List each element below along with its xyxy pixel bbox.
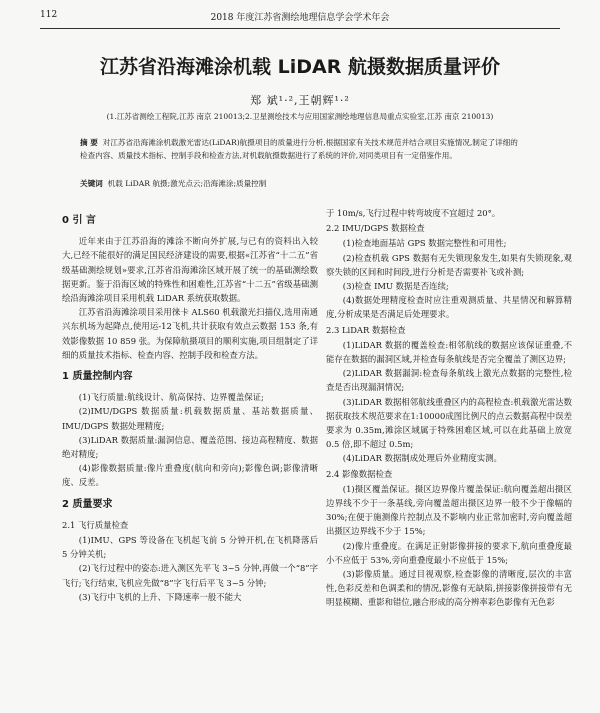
- paragraph: (1)摄区覆盖保证。摄区边界像片覆盖保证:航向覆盖超出摄区边界线不少于一条基线,旁向覆盖超出摄区边界一般不少于像幅的 30%;在便于施测像片控制点及不影响内业正常加密时,旁向覆盖超出摄区边界线不少于 15%;: [326, 483, 572, 537]
- paragraph: (4)数据处理精度检查时应注重观测质量、共星情况和解算精度,分析成果是否满足后处理要求。: [326, 295, 572, 320]
- abstract: [80, 136, 520, 162]
- paragraph: (3)LiDAR 数据质量:漏洞信息、覆盖范围、接边高程精度、数据绝对精度;: [62, 434, 318, 460]
- paragraph: 近年来由于江苏沿海的滩涂不断向外扩展,与已有的资料出入较大,已经不能很好的满足国民经济建设的需要,根据«江苏省“十二五”省级基础测绘规划»要求,江苏省沿海滩涂区域开展了统一的基础测绘数据更新。鉴于沿海区域的特殊性和困难性,江苏省“十二五”省级基础测绘沿海滩涂项目采用机载 LiDAR 系统获取数据。: [62, 236, 318, 304]
- page-number: 112: [40, 10, 58, 20]
- paragraph: (1)LiDAR 数据的覆盖检查:相邻航线的数据应该保证重叠,不能存在数据的漏洞区域,并检查每条航线是否完全覆盖了测区边界;: [326, 339, 572, 365]
- paragraph: 于 10m/s,飞行过程中转弯坡度不宜超过 20°。: [326, 208, 501, 218]
- header-rule: [40, 28, 560, 29]
- paragraph: (2)LiDAR 数据漏洞:检查每条航线上激光点数据的完整性,检查是否出现漏洞情况;: [326, 368, 572, 393]
- running-header: [40, 10, 560, 26]
- paragraph: (4)LiDAR 数据制成处理后外业精度实测。: [342, 453, 502, 464]
- section-heading: 1 质量控制内容: [62, 371, 133, 383]
- affiliation: (1.江苏省测绘工程院,江苏 南京 210013;2.卫星测绘技术与应用国家测绘地理信息局重点实验室,江苏 南京 210013): [106, 112, 494, 121]
- keywords-text: 机载 LiDAR 航摄;激光点云;沿海滩涂;质量控制: [107, 179, 267, 188]
- keywords-label: 关键词: [80, 179, 103, 188]
- abstract-text: 对江苏省沿海滩涂机载激光雷达(LiDAR)航摄项目的质量进行分析,根据国家有关技术规范并结合项目实施情况,制定了详细的检查内容、质量技术指标、控制手段和检查方法,对机载航摄数据进行了系统的评价,对同类项目有一定借鉴作用。: [80, 138, 518, 160]
- left-column: [62, 206, 318, 604]
- section-heading: 2 质量要求: [62, 498, 113, 510]
- paragraph: (3)影像质量。通过目视观察,检查影像的清晰度,层次的丰富性,色彩反差和色调柔和的情况,影像有无缺陷,拼接影像拼接带有无明显模糊、重影和错位,融合形成的高分辨率彩色影像有无色彩: [326, 569, 572, 608]
- section-heading: 0 引 言: [62, 215, 96, 226]
- paragraph: (2)像片重叠度。在满足正射影像拼接的要求下,航向重叠度最小不应低于 53%,旁向重叠度最小不应低于 15%;: [326, 540, 572, 565]
- subsection-heading: 2.1 飞行质量检查: [62, 519, 129, 530]
- paragraph: (1)IMU、GPS 等设备在飞机起飞前 5 分钟开机,在飞机降落后 5 分钟关机;: [62, 535, 318, 560]
- paragraph: (3)LiDAR 数据相邻航线重叠区内的高程检查:机载激光雷达数据获取技术规范要求在1:10000成图比例尺的点云数据高程中误差要求为 0.35m,滩涂区域属于特殊困难区域,可以在此基础上放宽 0.5 倍,即不超过 0.5m;: [326, 396, 572, 450]
- paragraph: (2)飞行过程中的姿态:进入测区先平飞 3~5 分钟,再做一个“8”字飞行;飞行结束,飞机应先做“8”字飞行后平飞 3~5 分钟;: [62, 563, 318, 588]
- subsection-heading: 2.3 LiDAR 数据检查: [326, 324, 406, 335]
- subsection-heading: 2.2 IMU/DGPS 数据检查: [326, 223, 425, 234]
- journal-name: 2018 年度江苏省测绘地理信息学会学术年会: [210, 13, 390, 23]
- paper-title: 江苏省沿海滩涂机载 LiDAR 航摄数据质量评价: [100, 56, 500, 78]
- authors: 郑 斌¹·²,王朝辉¹·²: [250, 94, 350, 107]
- paragraph: 江苏省沿海滩涂项目采用徕卡 ALS60 机载激光扫描仪,选用南通兴东机场为起降点,使用运-12飞机,共计获取有效点云数据 153 条,有效影像数据 10 859 张。为保障航摄项目的顺利实施,项目组制定了详细的质量技术指标、检查内容、控制手段和检查方法。: [62, 307, 318, 360]
- paragraph: (3)检查 IMU 数据是否连续;: [342, 281, 449, 292]
- paragraph: (2)IMU/DGPS 数据质量:机载数据质量、基站数据质量、IMU/DGPS 数据处理精度;: [62, 406, 318, 431]
- keywords: [80, 178, 520, 190]
- abstract-label: 摘 要: [80, 138, 98, 147]
- paragraph: (3)飞行中飞机的上升、下降速率一般不能大: [78, 591, 242, 602]
- paragraph: (1)检查地面基站 GPS 数据完整性和可用性;: [342, 238, 507, 249]
- paragraph: (4)影像数据质量:像片重叠度(航向和旁向);影像色调;影像清晰度、反差。: [62, 463, 318, 488]
- paragraph: (2)检查机载 GPS 数据有无失锁现象发生,如果有失锁现象,观察失锁的区间和时间段,进行分析是否需要补飞或补测;: [326, 252, 572, 277]
- paragraph: (1)飞行质量:航线设计、航高保持、边界覆盖保证;: [78, 392, 264, 403]
- right-column: [326, 206, 572, 610]
- subsection-heading: 2.4 影像数据检查: [326, 468, 393, 479]
